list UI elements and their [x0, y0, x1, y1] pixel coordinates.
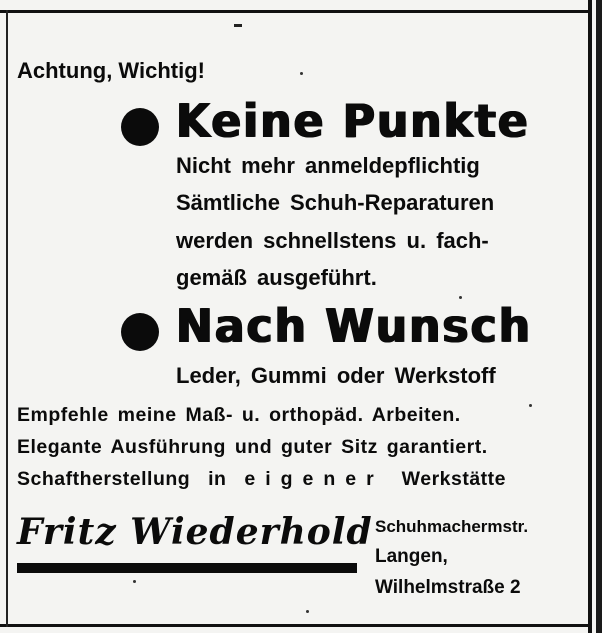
point1-line-4: gemäß ausgeführt. — [176, 265, 377, 290]
address-title: Schuhmachermstr. — [375, 517, 529, 536]
signature-name: Fritz Wiederhold — [17, 511, 373, 553]
signature-underline-bar — [17, 563, 357, 573]
attention-heading: Achtung, Wichtig! — [17, 58, 205, 83]
body-line-3 — [17, 468, 506, 491]
point2-line: Leder, Gummi oder Werkstoff — [176, 363, 496, 388]
top-border-rule — [0, 10, 592, 13]
point1-line-3: werden schnellstens u. fach- — [176, 228, 489, 253]
left-border-rule — [6, 10, 8, 627]
right-edge-shadow — [596, 0, 602, 633]
body-line-1: Empfehle meine Maß- u. orthopäd. Arbeiten. — [17, 404, 461, 426]
right-border-rule — [588, 0, 592, 633]
address-street: Wilhelmstraße 2 — [375, 577, 521, 598]
print-speck — [133, 580, 136, 583]
headline-nach-wunsch: Nach Wunsch — [176, 299, 533, 354]
bullet-dot-2 — [121, 313, 159, 351]
print-speck — [529, 404, 532, 407]
body-line-2: Elegante Ausführung und guter Sitz garantiert. — [17, 436, 488, 458]
headline-keine-punkte: Keine Punkte — [176, 94, 530, 149]
print-speck — [300, 72, 303, 75]
address-city: Langen, — [375, 546, 448, 567]
body-line-3-spaced-word: eigener — [244, 468, 384, 490]
body-line-3-end: Werkstätte — [401, 468, 507, 490]
print-mark — [234, 24, 242, 27]
print-speck — [306, 610, 309, 613]
bullet-dot-1 — [121, 108, 159, 146]
body-line-3-start: Schaftherstellung in — [17, 468, 227, 490]
bottom-border-rule — [0, 624, 592, 627]
point1-line-2: Sämtliche Schuh-Reparaturen — [176, 190, 495, 215]
print-speck — [459, 296, 462, 299]
point1-line-1: Nicht mehr anmeldepflichtig — [176, 153, 480, 178]
